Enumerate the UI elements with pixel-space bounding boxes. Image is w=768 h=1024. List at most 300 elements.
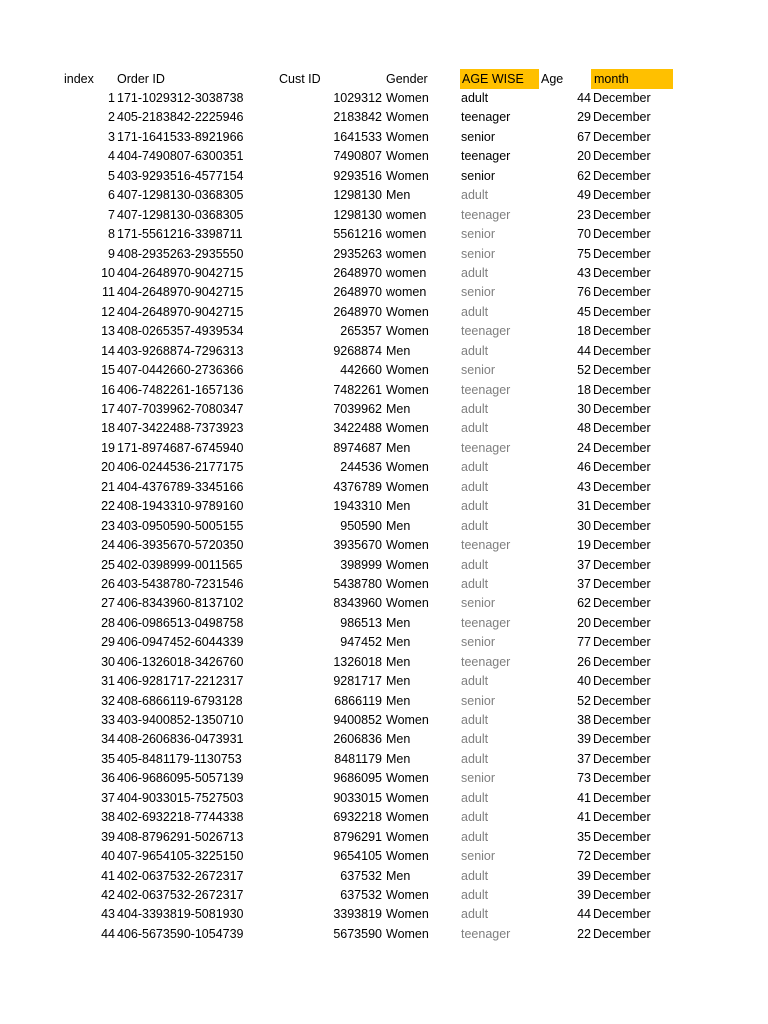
cell-age[interactable]: 77 xyxy=(577,635,591,650)
cell-order-id[interactable]: 408-8796291-5026713 xyxy=(117,829,244,844)
cell-age[interactable]: 43 xyxy=(577,265,591,280)
cell-cust-id[interactable]: 1326018 xyxy=(333,654,382,669)
cell-index[interactable]: 20 xyxy=(101,460,115,475)
cell-age-wise[interactable]: adult xyxy=(461,402,489,416)
cell-gender[interactable]: Women xyxy=(386,304,429,319)
cell-age[interactable]: 67 xyxy=(577,129,591,144)
cell-age[interactable]: 38 xyxy=(577,713,591,727)
cell-age-wise[interactable]: senior xyxy=(461,693,496,708)
cell-index[interactable]: 2 xyxy=(108,110,115,125)
cell-order-id[interactable]: 408-2935263-2935550 xyxy=(117,246,244,261)
cell-month[interactable]: December xyxy=(593,926,651,941)
cell-age-wise[interactable]: adult xyxy=(461,304,489,319)
cell-order-id[interactable]: 402-0637532-2672317 xyxy=(117,868,244,883)
cell-month[interactable]: December xyxy=(593,654,651,669)
cell-month[interactable]: December xyxy=(593,207,651,222)
cell-month[interactable]: December xyxy=(593,246,651,261)
cell-index[interactable]: 41 xyxy=(101,868,115,883)
cell-gender[interactable]: Men xyxy=(386,654,411,669)
cell-gender[interactable]: Women xyxy=(386,168,429,183)
cell-month[interactable]: December xyxy=(593,265,651,280)
cell-age-wise[interactable]: senior xyxy=(461,771,496,786)
cell-cust-id[interactable]: 1298130 xyxy=(333,207,382,222)
cell-index[interactable]: 4 xyxy=(108,149,115,164)
cell-order-id[interactable]: 403-9293516-4577154 xyxy=(117,168,244,183)
cell-index[interactable]: 6 xyxy=(108,188,115,203)
cell-cust-id[interactable]: 2606836 xyxy=(333,732,382,747)
cell-age[interactable]: 20 xyxy=(577,149,591,164)
cell-gender[interactable]: Men xyxy=(386,499,411,514)
cell-order-id[interactable]: 404-4376789-3345166 xyxy=(117,479,244,494)
cell-age-wise[interactable]: senior xyxy=(461,849,496,864)
cell-gender[interactable]: Women xyxy=(386,382,429,397)
cell-order-id[interactable]: 406-0947452-6044339 xyxy=(117,635,244,650)
cell-age-wise[interactable]: adult xyxy=(461,751,489,766)
cell-age[interactable]: 30 xyxy=(577,518,591,533)
cell-age[interactable]: 72 xyxy=(577,849,591,864)
cell-cust-id[interactable]: 1029312 xyxy=(333,91,382,105)
cell-month[interactable]: December xyxy=(593,285,651,300)
cell-gender[interactable]: Women xyxy=(386,460,429,475)
cell-index[interactable]: 32 xyxy=(101,693,115,708)
cell-cust-id[interactable]: 2648970 xyxy=(333,304,382,319)
cell-index[interactable]: 21 xyxy=(101,479,115,494)
cell-gender[interactable]: women xyxy=(386,227,427,242)
cell-gender[interactable]: Women xyxy=(386,771,429,786)
cell-gender[interactable]: Women xyxy=(386,538,429,553)
cell-age-wise[interactable]: adult xyxy=(461,421,489,436)
cell-age-wise[interactable]: teenager xyxy=(461,207,511,222)
cell-index[interactable]: 11 xyxy=(102,285,115,300)
cell-order-id[interactable]: 407-0442660-2736366 xyxy=(117,363,244,378)
cell-gender[interactable]: Women xyxy=(386,557,429,572)
cell-order-id[interactable]: 407-1298130-0368305 xyxy=(117,188,244,203)
cell-month[interactable]: December xyxy=(593,829,651,844)
cell-index[interactable]: 37 xyxy=(101,790,115,805)
cell-order-id[interactable]: 406-0244536-2177175 xyxy=(117,460,244,475)
cell-age[interactable]: 35 xyxy=(577,829,591,844)
cell-index[interactable]: 38 xyxy=(101,810,115,825)
cell-cust-id[interactable]: 9654105 xyxy=(333,849,382,864)
cell-index[interactable]: 31 xyxy=(101,674,115,689)
cell-order-id[interactable]: 404-3393819-5081930 xyxy=(117,907,244,922)
cell-index[interactable]: 7 xyxy=(108,207,115,222)
cell-month[interactable]: December xyxy=(593,188,651,203)
cell-age-wise[interactable]: adult xyxy=(461,829,489,844)
cell-order-id[interactable]: 404-2648970-9042715 xyxy=(117,285,244,300)
cell-index[interactable]: 25 xyxy=(101,557,115,572)
cell-age[interactable]: 39 xyxy=(577,732,591,747)
cell-index[interactable]: 13 xyxy=(101,324,115,339)
cell-gender[interactable]: Women xyxy=(386,849,429,864)
cell-age-wise[interactable]: adult xyxy=(461,887,489,902)
cell-order-id[interactable]: 407-1298130-0368305 xyxy=(117,207,244,222)
cell-index[interactable]: 27 xyxy=(101,596,115,611)
header-age-wise[interactable]: AGE WISE xyxy=(460,69,539,89)
header-age[interactable]: Age xyxy=(541,72,564,86)
cell-cust-id[interactable]: 2935263 xyxy=(333,246,382,261)
cell-gender[interactable]: Men xyxy=(386,732,411,747)
cell-month[interactable]: December xyxy=(593,149,651,164)
header-order-id[interactable]: Order ID xyxy=(117,72,165,86)
cell-gender[interactable]: Men xyxy=(386,751,411,766)
cell-cust-id[interactable]: 3422488 xyxy=(333,421,382,436)
cell-month[interactable]: December xyxy=(593,499,651,514)
cell-index[interactable]: 43 xyxy=(101,907,115,922)
cell-month[interactable]: December xyxy=(593,382,651,397)
cell-age[interactable]: 62 xyxy=(577,596,591,611)
cell-age[interactable]: 46 xyxy=(577,460,591,475)
cell-cust-id[interactable]: 9686095 xyxy=(333,771,382,786)
cell-age[interactable]: 23 xyxy=(577,207,591,222)
cell-age[interactable]: 44 xyxy=(577,907,591,922)
cell-order-id[interactable]: 403-9268874-7296313 xyxy=(117,343,244,358)
cell-index[interactable]: 30 xyxy=(101,654,115,669)
cell-gender[interactable]: Women xyxy=(386,479,429,494)
cell-order-id[interactable]: 406-3935670-5720350 xyxy=(117,538,244,553)
cell-order-id[interactable]: 402-0637532-2672317 xyxy=(117,887,244,902)
cell-month[interactable]: December xyxy=(593,421,651,436)
cell-order-id[interactable]: 406-9281717-2212317 xyxy=(117,674,244,689)
cell-month[interactable]: December xyxy=(593,557,651,572)
cell-order-id[interactable]: 408-1943310-9789160 xyxy=(117,499,244,514)
cell-month[interactable]: December xyxy=(593,887,651,902)
cell-index[interactable]: 23 xyxy=(101,518,115,533)
cell-cust-id[interactable]: 6866119 xyxy=(334,693,382,708)
cell-month[interactable]: December xyxy=(593,771,651,786)
cell-age-wise[interactable]: adult xyxy=(461,479,489,494)
cell-index[interactable]: 39 xyxy=(101,829,115,844)
cell-month[interactable]: December xyxy=(593,460,651,475)
cell-order-id[interactable]: 405-2183842-2225946 xyxy=(117,110,244,125)
cell-order-id[interactable]: 402-6932218-7744338 xyxy=(117,810,244,825)
cell-age[interactable]: 62 xyxy=(577,168,591,183)
cell-order-id[interactable]: 402-0398999-0011565 xyxy=(117,557,243,572)
cell-cust-id[interactable]: 3935670 xyxy=(333,538,382,553)
cell-order-id[interactable]: 403-5438780-7231546 xyxy=(117,576,244,591)
cell-month[interactable]: December xyxy=(593,868,651,883)
cell-cust-id[interactable]: 8796291 xyxy=(333,829,382,844)
cell-order-id[interactable]: 408-0265357-4939534 xyxy=(117,324,244,339)
header-gender[interactable]: Gender xyxy=(386,72,428,86)
cell-order-id[interactable]: 406-9686095-5057139 xyxy=(117,771,244,786)
cell-age[interactable]: 52 xyxy=(577,693,591,708)
cell-index[interactable]: 29 xyxy=(101,635,115,650)
cell-gender[interactable]: Men xyxy=(386,402,411,416)
cell-age-wise[interactable]: teenager xyxy=(461,324,511,339)
cell-age-wise[interactable]: senior xyxy=(461,246,496,261)
cell-index[interactable]: 5 xyxy=(108,168,115,183)
cell-age[interactable]: 73 xyxy=(577,771,591,786)
cell-gender[interactable]: women xyxy=(386,207,427,222)
cell-order-id[interactable]: 404-7490807-6300351 xyxy=(117,149,244,164)
cell-age[interactable]: 31 xyxy=(577,499,591,514)
cell-month[interactable]: December xyxy=(593,324,651,339)
cell-cust-id[interactable]: 2648970 xyxy=(333,285,382,300)
cell-age-wise[interactable]: adult xyxy=(461,907,489,922)
cell-index[interactable]: 26 xyxy=(101,576,115,591)
cell-gender[interactable]: Men xyxy=(386,440,411,455)
cell-gender[interactable]: Women xyxy=(386,129,429,144)
cell-month[interactable]: December xyxy=(593,849,651,864)
cell-age-wise[interactable]: teenager xyxy=(461,110,511,125)
cell-cust-id[interactable]: 244536 xyxy=(340,460,382,475)
cell-cust-id[interactable]: 442660 xyxy=(340,363,382,378)
cell-age[interactable]: 44 xyxy=(577,343,591,358)
cell-age-wise[interactable]: teenager xyxy=(461,382,511,397)
cell-month[interactable]: December xyxy=(593,110,651,125)
cell-month[interactable]: December xyxy=(593,907,651,922)
cell-order-id[interactable]: 405-8481179-1130753 xyxy=(117,751,242,766)
cell-gender[interactable]: Women xyxy=(386,91,429,105)
cell-gender[interactable]: Women xyxy=(386,149,429,164)
cell-index[interactable]: 22 xyxy=(101,499,115,514)
cell-index[interactable]: 10 xyxy=(101,265,115,280)
cell-order-id[interactable]: 403-0950590-5005155 xyxy=(117,518,244,533)
cell-cust-id[interactable]: 9268874 xyxy=(333,343,382,358)
cell-month[interactable]: December xyxy=(593,596,651,611)
cell-cust-id[interactable]: 3393819 xyxy=(333,907,382,922)
cell-cust-id[interactable]: 7490807 xyxy=(333,149,382,164)
cell-gender[interactable]: women xyxy=(386,265,427,280)
cell-age[interactable]: 45 xyxy=(577,304,591,319)
cell-age-wise[interactable]: senior xyxy=(461,168,496,183)
cell-gender[interactable]: Women xyxy=(386,596,429,611)
cell-age[interactable]: 26 xyxy=(577,654,591,669)
cell-month[interactable]: December xyxy=(593,790,651,805)
cell-age[interactable]: 76 xyxy=(577,285,591,300)
cell-gender[interactable]: Women xyxy=(386,324,429,339)
cell-index[interactable]: 19 xyxy=(101,440,115,455)
cell-index[interactable]: 8 xyxy=(108,227,115,242)
cell-age-wise[interactable]: adult xyxy=(461,674,489,689)
cell-age-wise[interactable]: teenager xyxy=(461,538,511,553)
cell-month[interactable]: December xyxy=(593,91,651,105)
cell-age-wise[interactable]: adult xyxy=(461,576,489,591)
cell-age[interactable]: 18 xyxy=(577,382,591,397)
cell-cust-id[interactable]: 7039962 xyxy=(333,402,382,416)
cell-month[interactable]: December xyxy=(593,693,651,708)
cell-age[interactable]: 43 xyxy=(577,479,591,494)
cell-cust-id[interactable]: 7482261 xyxy=(333,382,382,397)
cell-month[interactable]: December xyxy=(593,538,651,553)
cell-month[interactable]: December xyxy=(593,732,651,747)
cell-month[interactable]: December xyxy=(593,674,651,689)
cell-cust-id[interactable]: 5673590 xyxy=(333,926,382,941)
cell-cust-id[interactable]: 5438780 xyxy=(333,576,382,591)
cell-gender[interactable]: Men xyxy=(386,693,411,708)
cell-age-wise[interactable]: senior xyxy=(461,363,496,378)
cell-age[interactable]: 41 xyxy=(577,810,591,825)
cell-cust-id[interactable]: 5561216 xyxy=(333,227,382,242)
cell-gender[interactable]: Men xyxy=(386,518,411,533)
cell-cust-id[interactable]: 947452 xyxy=(340,635,382,650)
cell-age-wise[interactable]: adult xyxy=(461,810,489,825)
cell-gender[interactable]: Women xyxy=(386,907,429,922)
cell-age-wise[interactable]: teenager xyxy=(461,149,511,164)
cell-month[interactable]: December xyxy=(593,304,651,319)
cell-age-wise[interactable]: teenager xyxy=(461,926,511,941)
cell-age-wise[interactable]: adult xyxy=(461,557,489,572)
cell-month[interactable]: December xyxy=(593,576,651,591)
cell-index[interactable]: 12 xyxy=(101,304,115,319)
cell-cust-id[interactable]: 8974687 xyxy=(333,440,382,455)
cell-cust-id[interactable]: 986513 xyxy=(340,615,382,630)
cell-age[interactable]: 70 xyxy=(577,227,591,242)
cell-month[interactable]: December xyxy=(593,518,651,533)
cell-age-wise[interactable]: adult xyxy=(461,460,489,475)
cell-gender[interactable]: Men xyxy=(386,635,411,650)
cell-order-id[interactable]: 407-7039962-7080347 xyxy=(117,402,244,416)
cell-gender[interactable]: Men xyxy=(386,615,411,630)
cell-age[interactable]: 18 xyxy=(577,324,591,339)
cell-gender[interactable]: Women xyxy=(386,713,429,727)
cell-gender[interactable]: Women xyxy=(386,926,429,941)
cell-month[interactable]: December xyxy=(593,713,651,727)
cell-order-id[interactable]: 406-1326018-3426760 xyxy=(117,654,244,669)
cell-age-wise[interactable]: adult xyxy=(461,518,489,533)
cell-age-wise[interactable]: adult xyxy=(461,91,489,105)
cell-index[interactable]: 34 xyxy=(101,732,115,747)
cell-age-wise[interactable]: adult xyxy=(461,343,489,358)
cell-index[interactable]: 9 xyxy=(108,246,115,261)
cell-age[interactable]: 37 xyxy=(577,751,591,766)
cell-gender[interactable]: Women xyxy=(386,829,429,844)
cell-month[interactable]: December xyxy=(593,479,651,494)
cell-order-id[interactable]: 171-5561216-3398711 xyxy=(117,227,243,242)
cell-order-id[interactable]: 171-1029312-3038738 xyxy=(117,91,244,105)
cell-age[interactable]: 19 xyxy=(577,538,591,553)
cell-gender[interactable]: Men xyxy=(386,868,411,883)
cell-gender[interactable]: Women xyxy=(386,576,429,591)
cell-month[interactable]: December xyxy=(593,343,651,358)
cell-age[interactable]: 37 xyxy=(577,557,591,572)
cell-cust-id[interactable]: 9033015 xyxy=(333,790,382,805)
cell-cust-id[interactable]: 950590 xyxy=(340,518,382,533)
cell-age[interactable]: 20 xyxy=(577,615,591,630)
cell-gender[interactable]: women xyxy=(386,285,427,300)
cell-month[interactable]: December xyxy=(593,440,651,455)
cell-month[interactable]: December xyxy=(593,129,651,144)
cell-index[interactable]: 16 xyxy=(101,382,115,397)
cell-index[interactable]: 28 xyxy=(101,615,115,630)
cell-age[interactable]: 37 xyxy=(577,576,591,591)
cell-index[interactable]: 17 xyxy=(101,402,115,416)
cell-age-wise[interactable]: adult xyxy=(461,499,489,514)
cell-gender[interactable]: Men xyxy=(386,674,411,689)
cell-order-id[interactable]: 406-5673590-1054739 xyxy=(117,926,244,941)
cell-gender[interactable]: Women xyxy=(386,110,429,125)
cell-month[interactable]: December xyxy=(593,402,651,416)
cell-age[interactable]: 39 xyxy=(577,887,591,902)
cell-age-wise[interactable]: senior xyxy=(461,596,496,611)
cell-order-id[interactable]: 406-0986513-0498758 xyxy=(117,615,244,630)
cell-order-id[interactable]: 403-9400852-1350710 xyxy=(117,713,244,727)
header-cust-id[interactable]: Cust ID xyxy=(279,72,321,86)
cell-age-wise[interactable]: teenager xyxy=(461,654,511,669)
cell-order-id[interactable]: 408-2606836-0473931 xyxy=(117,732,244,747)
cell-index[interactable]: 36 xyxy=(101,771,115,786)
cell-index[interactable]: 15 xyxy=(101,363,115,378)
cell-order-id[interactable]: 171-1641533-8921966 xyxy=(117,129,244,144)
cell-month[interactable]: December xyxy=(593,635,651,650)
cell-index[interactable]: 44 xyxy=(101,926,115,941)
cell-order-id[interactable]: 406-7482261-1657136 xyxy=(117,382,244,397)
cell-age-wise[interactable]: senior xyxy=(461,129,496,144)
cell-index[interactable]: 24 xyxy=(101,538,115,553)
cell-gender[interactable]: Men xyxy=(386,188,411,203)
cell-gender[interactable]: Women xyxy=(386,363,429,378)
cell-age[interactable]: 39 xyxy=(577,868,591,883)
cell-order-id[interactable]: 171-8974687-6745940 xyxy=(117,440,244,455)
cell-cust-id[interactable]: 2183842 xyxy=(333,110,382,125)
cell-cust-id[interactable]: 398999 xyxy=(340,557,382,572)
cell-month[interactable]: December xyxy=(593,751,651,766)
cell-cust-id[interactable]: 9281717 xyxy=(333,674,382,689)
cell-age-wise[interactable]: teenager xyxy=(461,615,511,630)
cell-month[interactable]: December xyxy=(593,168,651,183)
cell-cust-id[interactable]: 265357 xyxy=(340,324,382,339)
cell-index[interactable]: 40 xyxy=(101,849,115,864)
cell-cust-id[interactable]: 2648970 xyxy=(333,265,382,280)
cell-cust-id[interactable]: 9400852 xyxy=(333,713,382,727)
cell-age-wise[interactable]: adult xyxy=(461,713,489,727)
cell-age-wise[interactable]: adult xyxy=(461,790,489,805)
cell-month[interactable]: December xyxy=(593,227,651,242)
cell-cust-id[interactable]: 8343960 xyxy=(333,596,382,611)
cell-order-id[interactable]: 407-9654105-3225150 xyxy=(117,849,244,864)
cell-index[interactable]: 35 xyxy=(101,751,115,766)
header-index[interactable]: index xyxy=(64,72,94,86)
cell-cust-id[interactable]: 1641533 xyxy=(333,129,382,144)
cell-age-wise[interactable]: senior xyxy=(461,635,496,650)
cell-cust-id[interactable]: 637532 xyxy=(340,868,382,883)
cell-age[interactable]: 24 xyxy=(577,440,591,455)
cell-month[interactable]: December xyxy=(593,615,651,630)
cell-age[interactable]: 44 xyxy=(577,91,591,105)
cell-age-wise[interactable]: adult xyxy=(461,188,489,203)
cell-age[interactable]: 40 xyxy=(577,674,591,689)
cell-gender[interactable]: Women xyxy=(386,887,429,902)
cell-age[interactable]: 41 xyxy=(577,790,591,805)
cell-index[interactable]: 18 xyxy=(101,421,115,436)
cell-order-id[interactable]: 404-9033015-7527503 xyxy=(117,790,244,805)
cell-age-wise[interactable]: adult xyxy=(461,265,489,280)
header-month[interactable]: month xyxy=(591,69,673,89)
cell-index[interactable]: 3 xyxy=(108,129,115,144)
cell-cust-id[interactable]: 1298130 xyxy=(333,188,382,203)
cell-gender[interactable]: Women xyxy=(386,810,429,825)
cell-index[interactable]: 33 xyxy=(101,713,115,727)
cell-gender[interactable]: women xyxy=(386,246,427,261)
cell-order-id[interactable]: 406-8343960-8137102 xyxy=(117,596,244,611)
cell-order-id[interactable]: 407-3422488-7373923 xyxy=(117,421,244,436)
cell-cust-id[interactable]: 4376789 xyxy=(333,479,382,494)
cell-gender[interactable]: Women xyxy=(386,790,429,805)
cell-age-wise[interactable]: senior xyxy=(461,227,496,242)
cell-cust-id[interactable]: 8481179 xyxy=(334,751,382,766)
cell-age[interactable]: 30 xyxy=(577,402,591,416)
cell-cust-id[interactable]: 1943310 xyxy=(333,499,382,514)
cell-age[interactable]: 75 xyxy=(577,246,591,261)
cell-age-wise[interactable]: adult xyxy=(461,732,489,747)
cell-age-wise[interactable]: senior xyxy=(461,285,496,300)
cell-gender[interactable]: Men xyxy=(386,343,411,358)
cell-month[interactable]: December xyxy=(593,810,651,825)
cell-cust-id[interactable]: 637532 xyxy=(340,887,382,902)
cell-age-wise[interactable]: adult xyxy=(461,868,489,883)
cell-index[interactable]: 1 xyxy=(108,91,115,105)
